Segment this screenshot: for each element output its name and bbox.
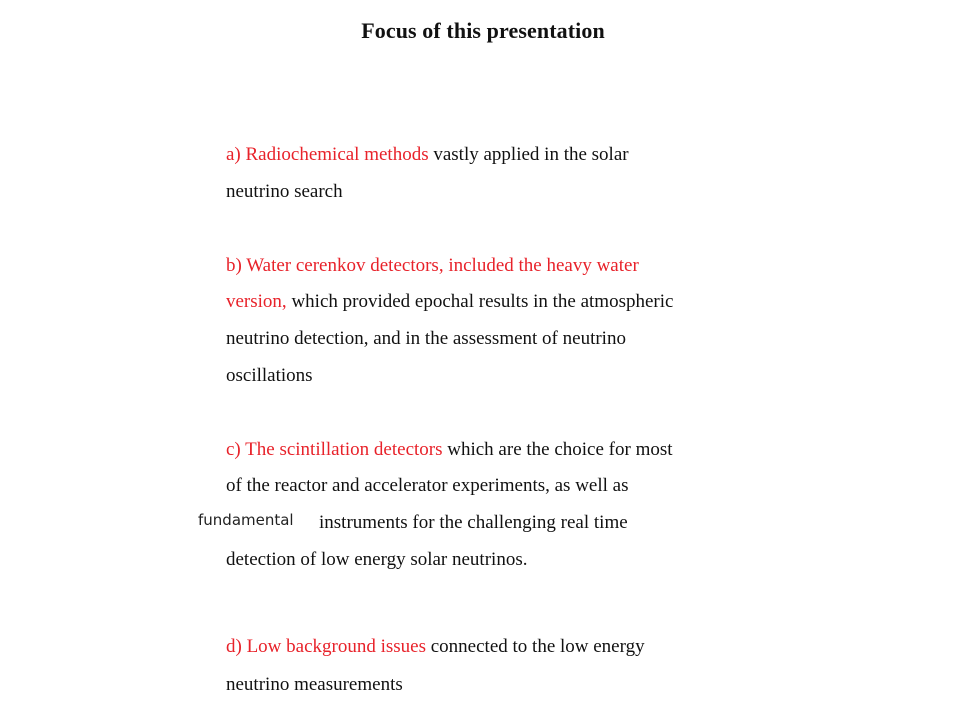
item-b-line-3: neutrino detection, and in the assessment of neutrino [226,328,626,349]
item-b-line-4: oscillations [226,365,313,386]
item-b-highlight: b) Water cerenkov detectors, included the heavy water [226,255,639,276]
item-d-highlight: d) Low background issues [226,636,426,657]
item-c-line-4: detection of low energy solar neutrinos. [226,549,528,570]
item-a-line-2: neutrino search [226,181,343,202]
item-d-text: connected to the low energy [426,636,645,657]
item-c-text: which are the choice for most [442,439,673,460]
item-b-text: which provided epochal results in the atmospheric [286,291,674,312]
item-a-line-1 [226,143,629,167]
slide-title: Focus of this presentation [361,18,605,43]
item-c-line-1 [226,438,673,462]
item-a-text: vastly applied in the solar [428,144,629,165]
item-d-line-1 [226,635,645,659]
item-b-line-2 [226,290,673,314]
item-b-line-1 [226,254,639,278]
item-b-highlight-cont: version, [226,291,287,312]
item-c-highlight: c) The scintillation detectors [226,439,443,460]
item-d-line-2: neutrino measurements [226,674,403,695]
item-c-overlay-word: fundamental [198,511,294,529]
item-c-line-3: instruments for the challenging real time [319,512,628,533]
item-a-highlight: a) Radiochemical methods [226,144,429,165]
item-c-line-2: of the reactor and accelerator experiments, as well as [226,475,629,496]
